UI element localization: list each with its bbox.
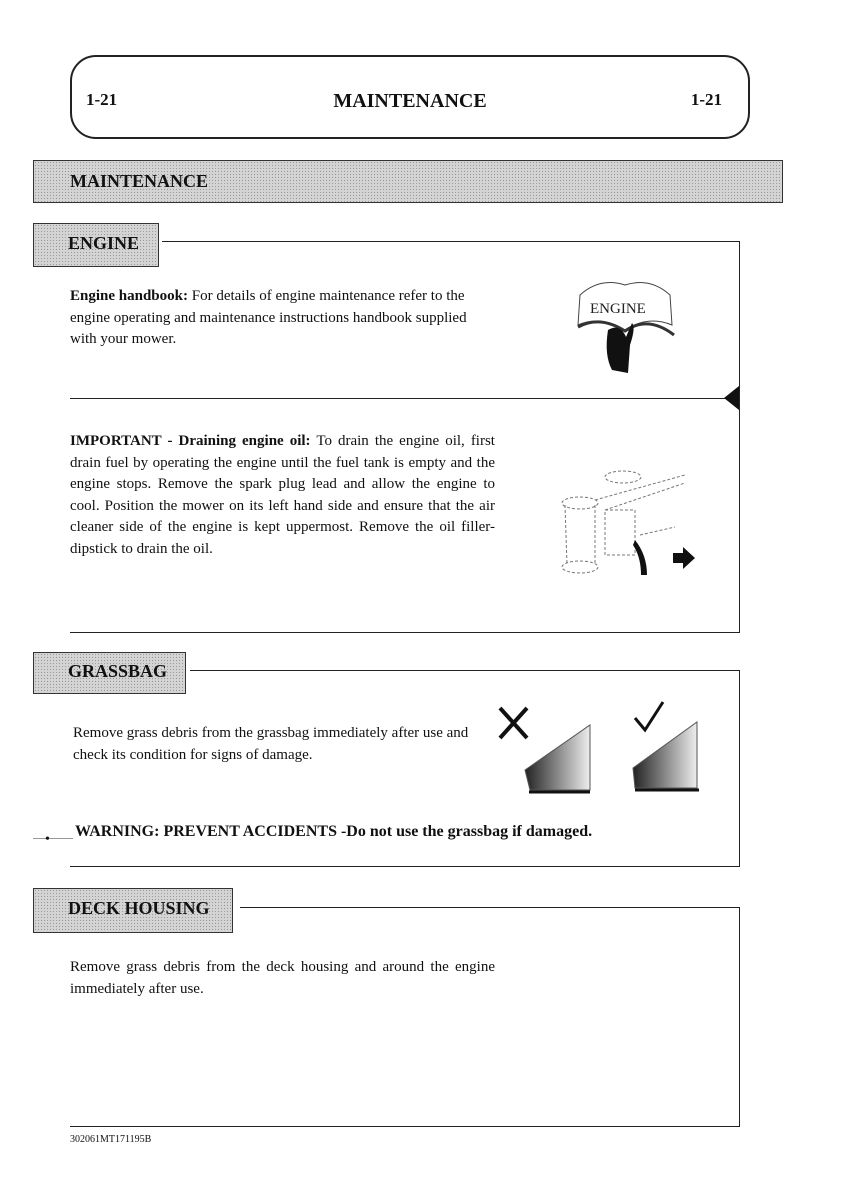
divider [70, 866, 740, 867]
section-marker-icon [724, 386, 739, 410]
deck-housing-tab-label: DECK HOUSING [68, 898, 210, 918]
draining-oil-label: IMPORTANT - Draining engine oil: [70, 433, 311, 449]
page-header [70, 55, 750, 139]
section-banner [33, 160, 783, 203]
divider [190, 670, 740, 671]
document-code: 302061MT171195B [70, 1134, 152, 1145]
warning-icon: • [45, 832, 50, 847]
section-banner-title: MAINTENANCE [70, 171, 209, 191]
engine-handbook-paragraph [70, 286, 495, 351]
wrong-cross-icon [500, 708, 527, 738]
grassbag-condition-illustration [495, 700, 710, 800]
engine-handbook-text: For details of engine maintenance refer to the engine operating and maintenance instructions handbook supplied with your mower. [70, 288, 467, 347]
page-title: MAINTENANCE [333, 90, 487, 112]
grassbag-warning: WARNING: PREVENT ACCIDENTS -Do not use the grassbag if damaged. [75, 823, 593, 840]
divider [739, 241, 740, 633]
divider [739, 670, 740, 866]
grassbag-paragraph: Remove grass debris from the grassbag immediately after use and check its condition for signs of damage. [73, 725, 469, 763]
page-number-right: 1-21 [690, 90, 722, 109]
engine-oil-drain-illustration [555, 465, 705, 580]
book-icon-text: ENGINE [590, 301, 646, 317]
divider [739, 907, 740, 1127]
deck-housing-tab [33, 888, 233, 933]
divider [70, 398, 738, 399]
divider [240, 907, 740, 908]
draining-oil-paragraph [70, 431, 495, 560]
grassbag-tab [33, 652, 186, 694]
engine-handbook-icon [570, 275, 685, 375]
divider [70, 632, 740, 633]
draining-oil-text: To drain the engine oil, first drain fuel by operating the engine until the fuel tank is empty and the engine stops. Remove the spark plug lead and allow the engine to cool. Position the mower on its left hand side and ensure that the air cleaner side of the engine is kept uppermost. Remove the oil filler-dipstick to drain the oil. [70, 433, 495, 557]
page-number-left: 1-21 [86, 90, 118, 109]
grassbag-tab-label: GRASSBAG [68, 661, 168, 681]
correct-check-icon [635, 702, 663, 730]
divider [70, 1126, 740, 1127]
engine-handbook-label: Engine handbook: [70, 288, 188, 304]
divider [162, 241, 740, 242]
engine-tab [33, 223, 159, 267]
deck-housing-paragraph: Remove grass debris from the deck housing and around the engine immediately after use. [70, 959, 495, 997]
warning-marker-line [33, 838, 73, 839]
engine-tab-label: ENGINE [68, 233, 140, 253]
